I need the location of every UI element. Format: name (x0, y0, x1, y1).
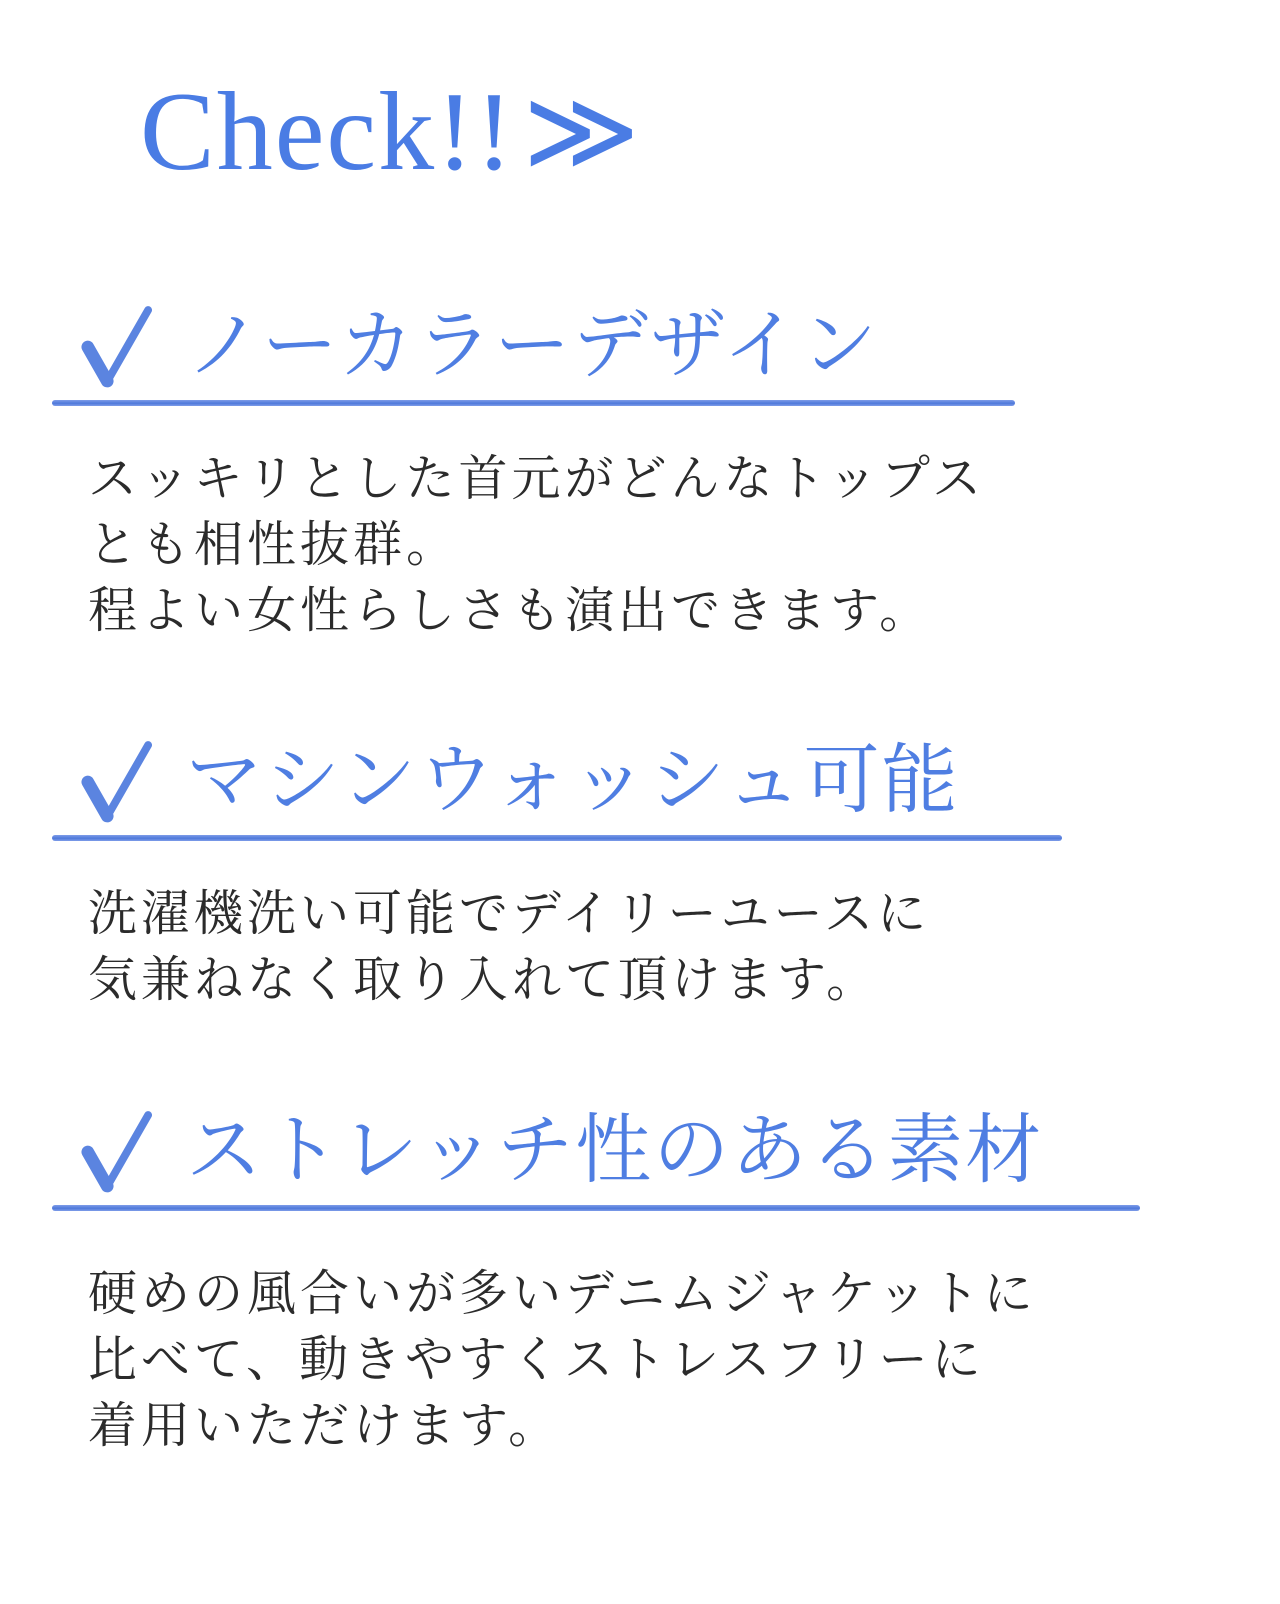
check-icon (80, 304, 152, 392)
body-line: スッキリとした首元がどんなトップス (88, 452, 986, 506)
header-text: Check!! (140, 70, 515, 194)
feature-heading: マシンウォッシュ可能 (186, 739, 960, 823)
feature-body (88, 1261, 1280, 1459)
heading-underline (52, 835, 1062, 841)
heading-underline (52, 400, 1015, 406)
feature-body (88, 881, 1280, 1013)
check-icon (80, 1109, 152, 1197)
body-line: 比べて、動きやすくストレスフリーに (88, 1333, 985, 1387)
body-line: 着用いただけます。 (88, 1399, 562, 1453)
body-line: 程よい女性らしさも演出できます。 (88, 584, 933, 638)
heading-underline (52, 1205, 1140, 1211)
feature-section-stretch (0, 1099, 1280, 1459)
feature-heading: ノーカラーデザイン (186, 304, 879, 388)
feature-body (88, 446, 1280, 644)
feature-heading-row (0, 294, 1280, 392)
body-line: 洗濯機洗い可能でデイリーユースに (88, 887, 931, 941)
body-line: 硬めの風合いが多いデニムジャケットに (88, 1267, 1037, 1321)
body-line: 気兼ねなく取り入れて頂けます。 (88, 953, 880, 1007)
feature-heading: ストレッチ性のある素材 (186, 1109, 1044, 1193)
page-title (140, 62, 642, 202)
double-chevron-icon: ≫ (522, 70, 642, 194)
feature-heading-row (0, 1099, 1280, 1197)
feature-section-machine-wash (0, 729, 1280, 1013)
feature-heading-row (0, 729, 1280, 827)
feature-section-no-collar (0, 294, 1280, 644)
check-icon (80, 739, 152, 827)
body-line: とも相性抜群。 (88, 518, 460, 572)
